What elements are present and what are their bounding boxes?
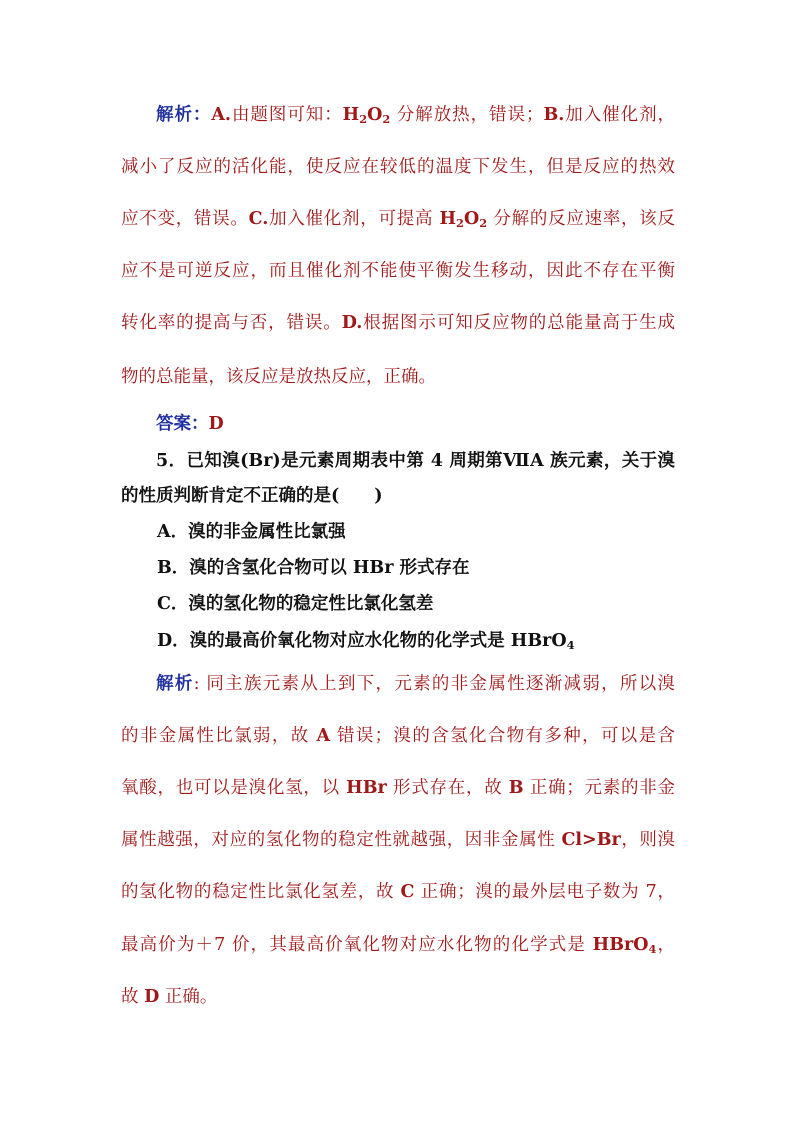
answer1 (156, 413, 675, 435)
question5-option-d: D．溴的最高价氧化物对应水化物的化学式是 HBrO$_4$ (157, 631, 575, 652)
answer1-label: 答案： (156, 414, 209, 434)
analysis2-line-3: 氧酸，也可以是溴化氢，以 HBr 形式存在，故 B 正确；元素的非金 (121, 778, 675, 798)
question5-line-1: 5．已知溴(Br)是元素周期表中第 4 周期第ⅦA 族元素，关于溴 (156, 451, 676, 471)
question5-line-2: 的性质判断肯定不正确的是( ) (121, 486, 383, 506)
analysis1-label: 解析： (156, 105, 212, 125)
analysis2-line-4: 属性越强，对应的氢化物的稳定性就越强，因非金属性 Cl>Br，则溴 (121, 830, 676, 850)
analysis1-line-2: 减小了反应的活化能，使反应在较低的温度下发生，但是反应的热效 (121, 157, 675, 177)
analysis1-line-5: 转化率的提高与否，错误。D.根据图示可知反应物的总能量高于生成 (121, 313, 676, 333)
analysis2-line-7: 故 D 正确。 (121, 987, 218, 1007)
analysis2-line-1: 解析: 同主族元素从上到下，元素的非金属性逐渐减弱，所以溴 (156, 674, 676, 694)
answer1-value: D (208, 414, 224, 434)
analysis2-line-5: 的氢化物的稳定性比氯化氢差，故 C 正确；溴的最外层电子数为 7， (121, 882, 676, 902)
analysis2-label: 解析 (156, 674, 194, 694)
analysis1-line-3: 应不变，错误。C.加入催化剂，可提高 $H_2O_2$ 分解的反应速率，该反 (121, 209, 676, 230)
analysis1-line-6: 物的总能量，该反应是放热反应，正确。 (121, 367, 436, 387)
analysis2-line-6: 最高价为＋7 价，其最高价氧化物对应水化物的化学式是 HBrO$_4$， (121, 935, 676, 956)
question5-option-c: C．溴的氢化物的稳定性比氯化氢差 (157, 594, 434, 614)
analysis2-line-2: 的非金属性比氯弱，故 A 错误；溴的含氢化合物有多种，可以是含 (121, 726, 675, 746)
analysis1-line-4: 应不是可逆反应，而且催化剂不能使平衡发生移动，因此不存在平衡 (121, 261, 675, 281)
question5-option-a: A．溴的非金属性比氯强 (157, 522, 346, 542)
question5-option-b: B．溴的含氢化合物可以 HBr 形式存在 (157, 558, 470, 578)
analysis1-line-1: 解析：A.由题图可知：$H_2O_2$ 分解放热，错误；B.加入催化剂， (156, 105, 676, 126)
